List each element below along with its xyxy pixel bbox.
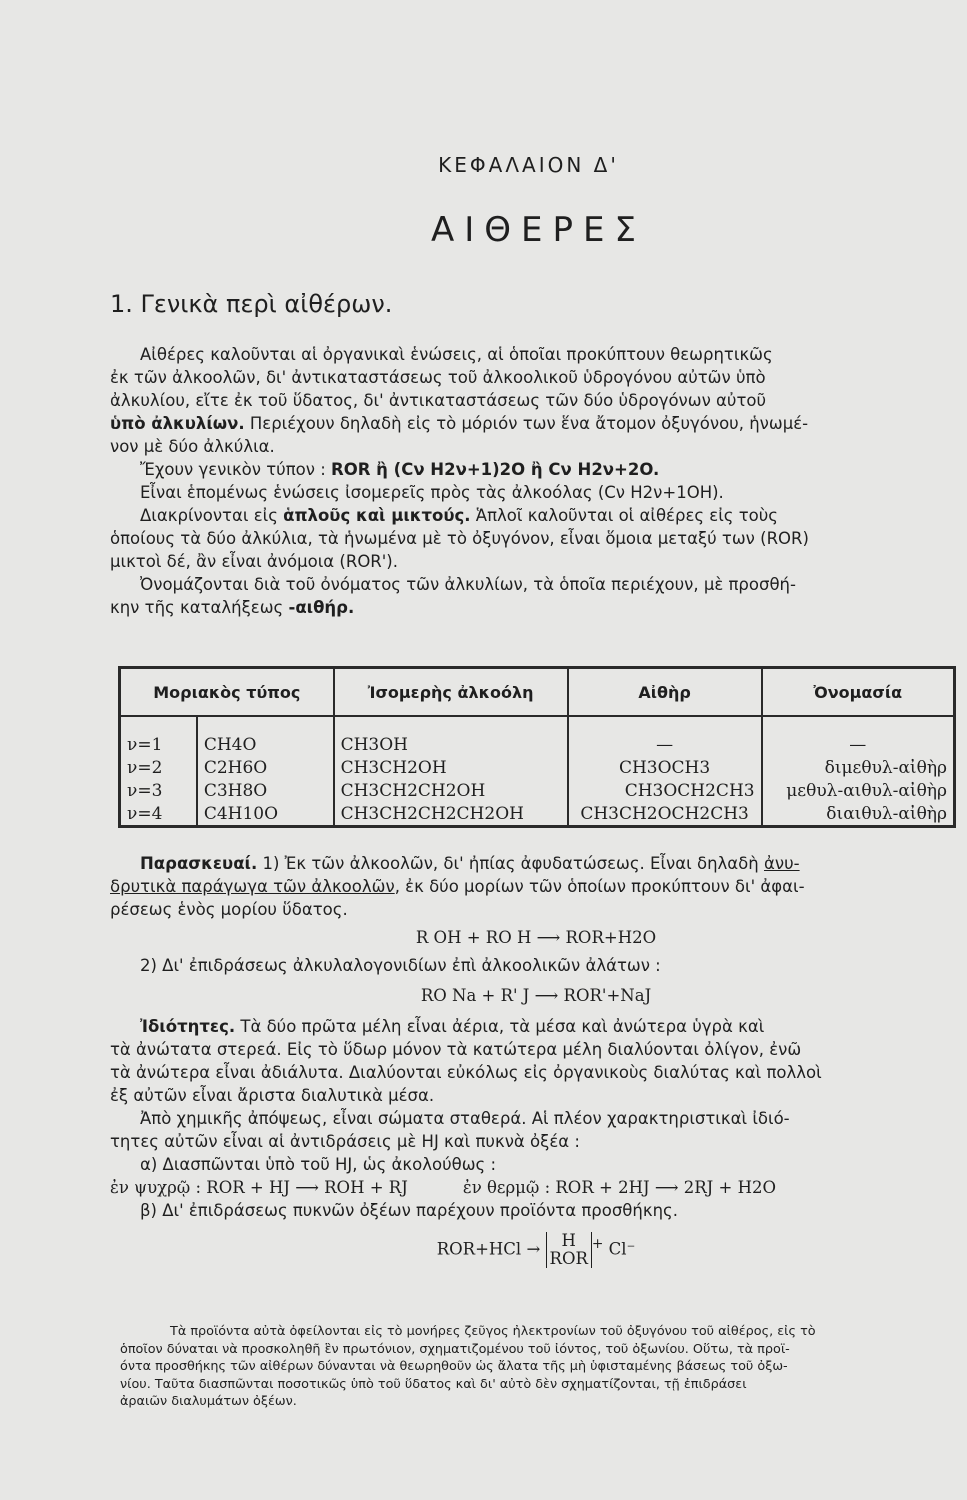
col-header-name: Ὀνομασία (762, 668, 955, 717)
table-row (120, 802, 955, 827)
footnote-line: όντα προσθήκης τῶν αἰθέρων δύνανται νὰ θεωρηθοῦν ὡς ἄλατα τῆς μὴ ὑφισταμένης βάσεως τοῦ ὀξω- (120, 1359, 788, 1374)
intro-line: ἐκ τῶν ἀλκοολῶν, δι' ἀντικαταστάσεως τοῦ ἀλκοολικοῦ ὑδρογόνου αὐτῶν ὑπὸ (110, 368, 766, 387)
intro-line: Ὀνομάζονται διὰ τοῦ ὀνόματος τῶν ἀλκυλίων, τὰ ὁποῖα περιέχουν, μὲ προσθή- (140, 575, 796, 594)
cell-name: διμεθυλ-αἰθὴρ (762, 756, 955, 779)
prep-line: 1) Ἐκ τῶν ἀλκοολῶν, δι' ἠπίας ἀφυδατώσεως. Εἶναι δηλαδὴ (257, 854, 764, 873)
cell-name: διαιθυλ-αἰθὴρ (762, 802, 955, 827)
cell-name: — (762, 733, 955, 756)
intro-line: κην τῆς καταλήξεως (110, 598, 289, 617)
cell-alcohol: CH3CH2OH (334, 756, 568, 779)
col-header-ether: Αἰθὴρ (568, 668, 762, 717)
col-header-molecular-formula: Μοριακὸς τύπος (120, 668, 334, 717)
footnote (120, 1323, 960, 1411)
suffix-emphasis: -αιθήρ. (288, 598, 355, 617)
table-row (120, 756, 955, 779)
chapter-heading: ΚΕΦΑΛΑΙΟΝ Δ' (438, 153, 619, 177)
props-line: τὰ ἀνώτερα εἶναι ἀδιάλυτα. Διαλύονται εὐκόλως εἰς ὀργανικοὺς διαλύτας καὶ πολλοὶ (110, 1063, 822, 1082)
intro-line: Αἰθέρες καλοῦνται αἱ ὀργανικαὶ ἑνώσεις, αἱ ὁποῖαι προκύπτουν θεωρητικῶς (140, 345, 773, 364)
intro-line: Διακρίνονται εἰς (140, 506, 284, 525)
props-label: Ἰδιότητες. (140, 1017, 236, 1036)
oxonium-bracket (546, 1232, 592, 1268)
ethers-table (118, 666, 956, 828)
body-continued (110, 852, 962, 1266)
cell-formula: CH4O (197, 733, 334, 756)
table-row (120, 733, 955, 756)
eq-reactants: ROR+HCl → (436, 1239, 541, 1259)
footnote-line: ὁποῖον δύναται νὰ προσκοληθῆ ἓν πρωτόνιον, σχηματιζομένου τοῦ ἰόντος, τοῦ ὀξωνίου. Οὕτω, τὰ προϊ- (120, 1341, 790, 1357)
intro-line: μικτοὶ δέ, ἂν εἶναι ἀνόμοια (ROR'). (110, 552, 398, 571)
intro-line: ἀλκυλίου, εἴτε ἐκ τοῦ ὕδατος, δι' ἀντικαταστάσεως τῶν δύο ὑδρογόνων αὐτοῦ (110, 391, 767, 410)
props-line: τὰ ἀνώτατα στερεά. Εἰς τὸ ὕδωρ μόνον τὰ κατώτερα μέλη διαλύονται ὀλίγον, ἐνῶ (110, 1040, 802, 1059)
props-line: Τὰ δύο πρῶτα μέλη εἶναι ἀέρια, τὰ μέσα καὶ ἀνώτερα ὑγρὰ καὶ (235, 1017, 765, 1036)
intro-line: Περιέχουν δηλαδὴ εἰς τὸ μόριόν των ἕνα ἄτομον ὀξυγόνου, ἡνωμέ- (244, 414, 809, 433)
prep-underlined: δρυτικὰ παράγωγα τῶν ἀλκοολῶν (110, 877, 395, 896)
cell-n: ν=1 (120, 733, 197, 756)
intro-emphasis: ἁπλοῦς καὶ μικτούς. (283, 506, 471, 525)
cell-ether: CH3CH2OCH2CH3 (568, 802, 762, 827)
cell-n: ν=2 (120, 756, 197, 779)
props-line: Ἀπὸ χημικῆς ἀπόψεως, εἶναι σώματα σταθερά. Αἱ πλέον χαρακτηριστικαὶ ἰδιό- (140, 1109, 790, 1128)
equation-hot: ἐν θερμῷ : ROR + 2HJ ⟶ 2RJ + H2O (462, 1178, 776, 1197)
eq-ether: ROR (549, 1249, 588, 1268)
equation-oxonium (110, 1222, 962, 1266)
table-row (120, 779, 955, 802)
intro-paragraph (110, 343, 962, 619)
cell-alcohol: CH3CH2CH2CH2OH (334, 802, 568, 827)
equation-dehydration: R OH + RO H ⟶ ROR+H2O (415, 928, 657, 947)
cell-alcohol: CH3CH2CH2OH (334, 779, 568, 802)
eq-chloride: Cl⁻ (608, 1239, 636, 1259)
prep-line: 2) Δι' ἐπιδράσεως ἀλκυλαλογονιδίων ἐπὶ ἀλκοολικῶν ἀλάτων : (140, 956, 661, 975)
intro-emphasis: ὑπὸ ἀλκυλίων. (110, 414, 245, 433)
equation-williamson: RO Na + R' J ⟶ ROR'+NaJ (420, 986, 652, 1005)
prep-underlined: ἀνυ- (763, 854, 800, 873)
general-formula: ROR ἢ (Cν H2ν+1)2O ἢ Cν H2ν+2O. (331, 460, 660, 479)
intro-line: νον μὲ δύο ἀλκύλια. (110, 437, 275, 456)
eq-charge: + (591, 1236, 604, 1252)
cell-formula: C4H10O (197, 802, 334, 827)
cell-formula: C2H6O (197, 756, 334, 779)
prep-label: Παρασκευαί. (140, 854, 258, 873)
cell-formula: C3H8O (197, 779, 334, 802)
intro-line: Ἔχουν γενικὸν τύπον : (140, 460, 331, 479)
cell-alcohol: CH3OH (334, 733, 568, 756)
equation-cold: ἐν ψυχρῷ : ROR + HJ ⟶ ROH + RJ (110, 1178, 408, 1197)
footnote-line: ἀραιῶν διαλυμάτων ὀξέων. (120, 1394, 297, 1409)
cell-name: μεθυλ-αιθυλ-αἰθὴρ (762, 779, 955, 802)
footnote-line: Τὰ προϊόντα αὐτὰ ὀφείλονται εἰς τὸ μονήρες ζεῦγος ἠλεκτρονίων τοῦ ὀξυγόνου τοῦ αἰθέρος, εἰς τὸ (170, 1324, 816, 1339)
props-line: τητες αὐτῶν εἶναι αἱ ἀντιδράσεις μὲ HJ καὶ πυκνὰ ὀξέα : (110, 1132, 580, 1151)
footnote-line: νίου. Ταῦτα διασπῶνται ποσοτικῶς ὑπὸ τοῦ ὕδατος καὶ δι' αὐτὸ δὲν σχηματίζονται, τῇ ἐπιδράσει (120, 1376, 747, 1392)
intro-line: Εἶναι ἑπομένως ἑνώσεις ἰσομερεῖς πρὸς τὰς ἀλκοόλας (Cν H2ν+1OH). (140, 483, 724, 502)
intro-line: ὁποίους τὰ δύο ἀλκύλια, τὰ ἡνωμένα μὲ τὸ ὀξυγόνον, εἶναι ὅμοια μεταξύ των (ROR) (110, 529, 809, 548)
cell-ether: CH3OCH3 (568, 756, 762, 779)
prep-line: , ἐκ δύο μορίων τῶν ὁποίων προκύπτουν δι' ἀφαι- (394, 877, 805, 896)
prep-line: ρέσεως ἑνὸς μορίου ὕδατος. (110, 900, 348, 919)
table-header-row (120, 668, 955, 717)
cell-ether: CH3OCH2CH3 (568, 779, 762, 802)
cell-ether: — (568, 733, 762, 756)
page-title: ΑΙΘΕΡΕΣ (431, 210, 646, 250)
cell-n: ν=4 (120, 802, 197, 827)
intro-line: Ἁπλοῖ καλοῦνται οἱ αἰθέρες εἰς τοὺς (470, 506, 778, 525)
col-header-isomeric-alcohol: Ἰσομερὴς ἀλκοόλη (334, 668, 568, 717)
props-line: α) Διασπῶνται ὑπὸ τοῦ HJ, ὡς ἀκολούθως : (140, 1155, 497, 1174)
eq-proton: H (561, 1231, 576, 1250)
props-line: β) Δι' ἐπιδράσεως πυκνῶν ὀξέων παρέχουν προϊόντα προσθήκης. (140, 1201, 678, 1220)
props-line: ἐξ αὐτῶν εἶναι ἄριστα διαλυτικὰ μέσα. (110, 1086, 435, 1105)
section-heading: 1. Γενικὰ περὶ αἰθέρων. (110, 290, 393, 318)
cell-n: ν=3 (120, 779, 197, 802)
